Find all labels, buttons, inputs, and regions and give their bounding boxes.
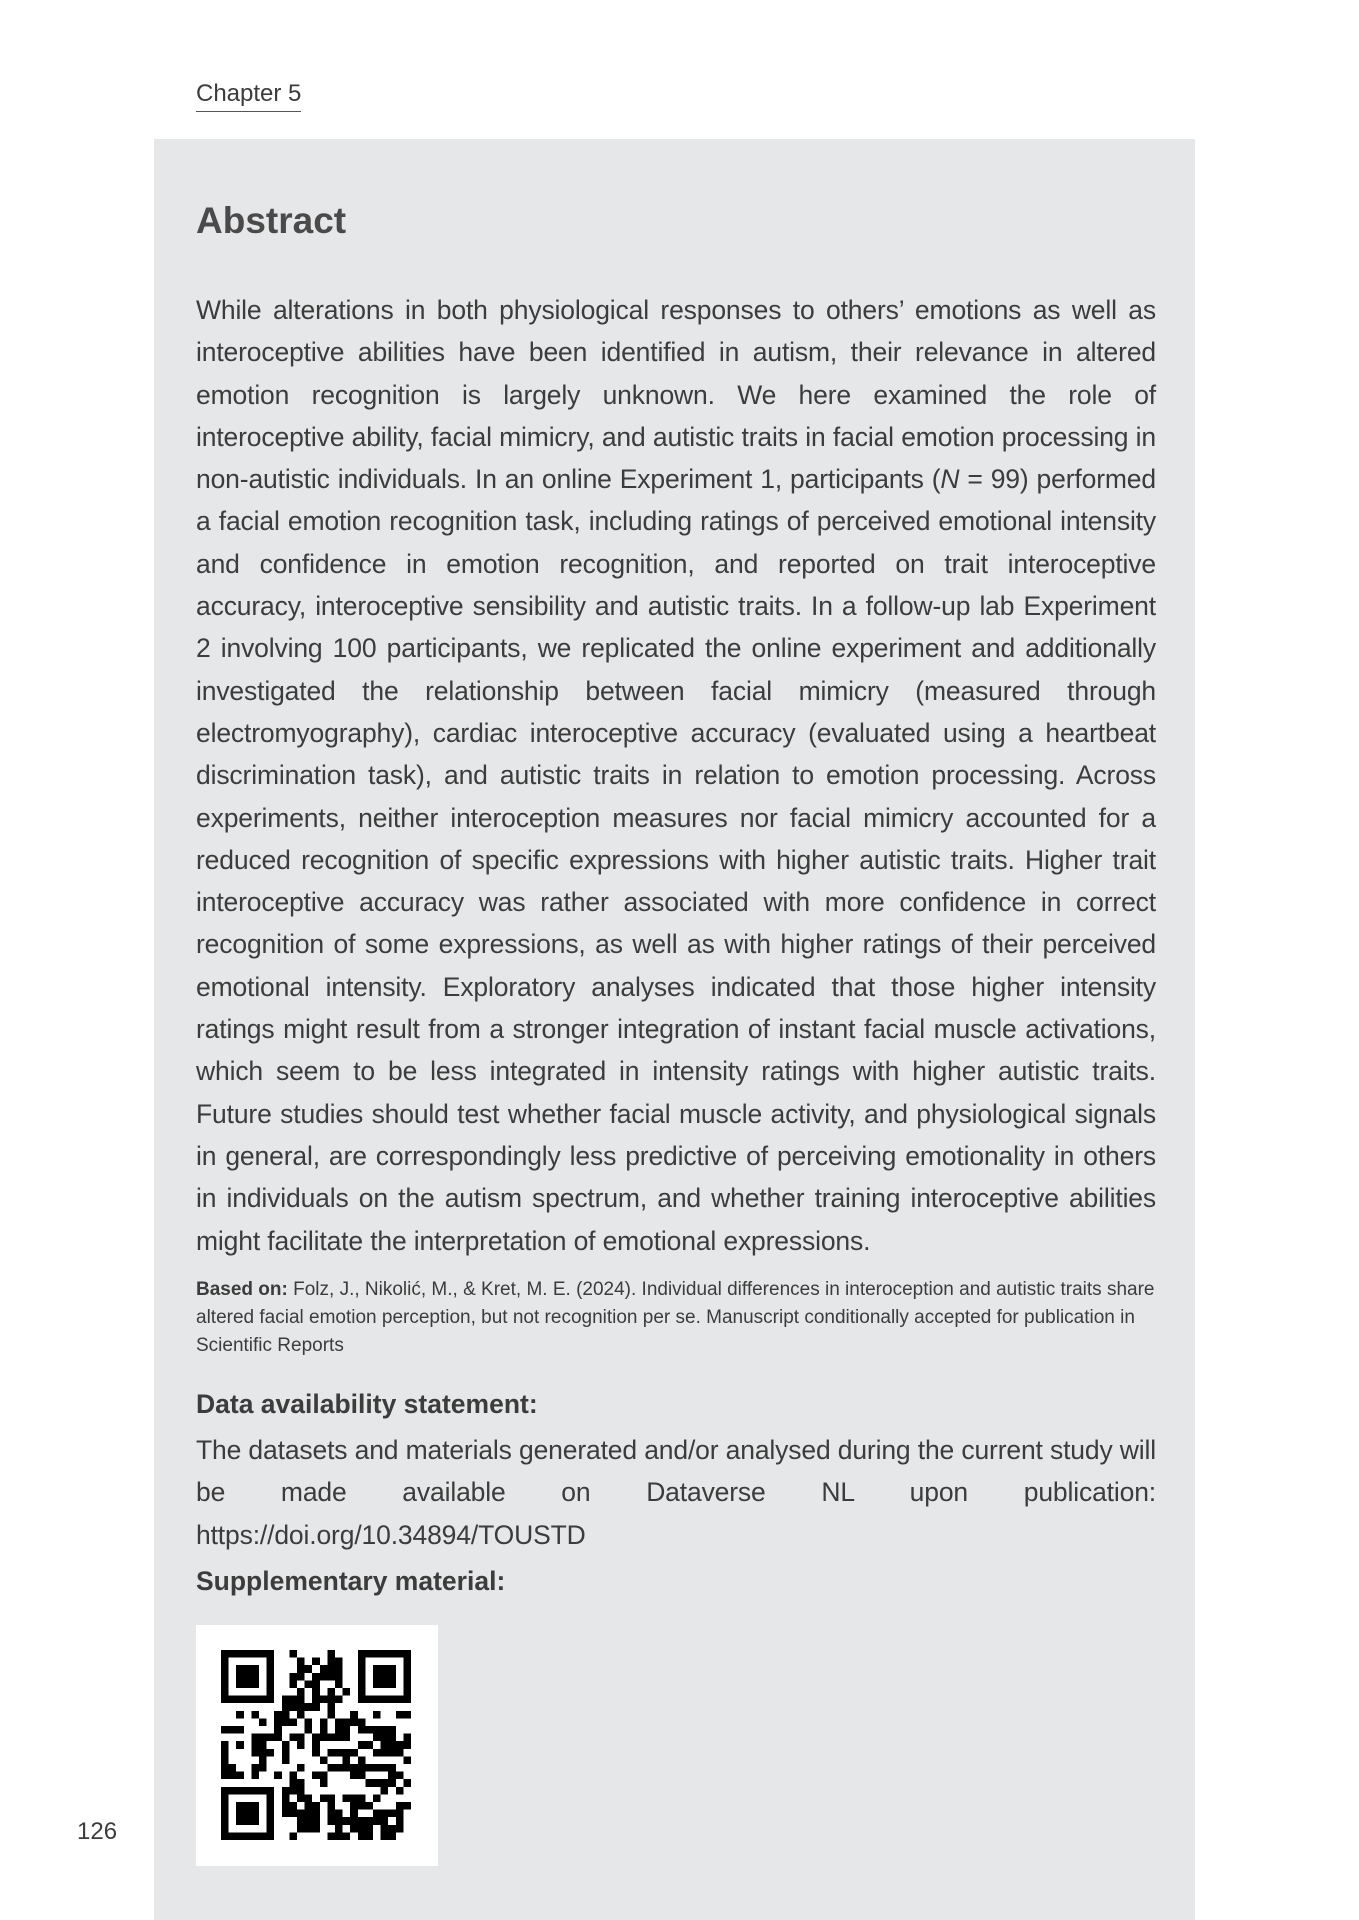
based-on-label: Based on: bbox=[196, 1279, 288, 1300]
chapter-header: Chapter 5 bbox=[196, 80, 301, 112]
abstract-sample-size-symbol: N bbox=[940, 464, 960, 495]
abstract-text-part-1: While alterations in both physiological responses to others’ emotions as well as interoceptive abilities have been identified in autism, their relevance in altered emotion recognition is largely unknown. We here examined the role of interoceptive ability, facial mimicry, and autistic traits in facial emotion processing in non-autistic individuals. In an online Experiment 1, participants ( bbox=[196, 295, 1156, 495]
abstract-text-part-2: = 99) performed a facial emotion recognition task, including ratings of perceived emotional intensity and confidence in emotion recognition, and reported on trait interoceptive accuracy, interoceptive sensibility and autistic traits. In a follow-up lab Experiment 2 involving 100 participants, we replicated the online experiment and additionally investigated the relationship between facial mimicry (measured through electromyography), cardiac interoceptive accuracy (evaluated using a heartbeat discrimination task), and autistic traits in relation to emotion processing. Across experiments, neither interoception measures nor facial mimicry accounted for a reduced recognition of specific expressions with higher autistic traits. Higher trait interoceptive accuracy was rather associated with more confidence in correct recognition of some expressions, as well as with higher ratings of their perceived emotional intensity. Exploratory analyses indicated that those higher intensity ratings might result from a stronger integration of instant facial muscle activations, which seem to be less integrated in intensity ratings with higher autistic traits. Future studies should test whether facial muscle activity, and physiological signals in general, are correspondingly less predictive of perceiving emotionality in others in individuals on the autism spectrum, and whether training interoceptive abilities might facilitate the interpretation of emotional expressions. bbox=[196, 464, 1156, 1256]
page-number: 126 bbox=[77, 1818, 118, 1845]
based-on-citation bbox=[196, 1276, 1156, 1360]
qr-code-icon bbox=[221, 1650, 411, 1840]
supplementary-material-title: Supplementary material: bbox=[196, 1566, 506, 1596]
abstract-panel bbox=[154, 139, 1195, 1920]
data-availability-text: The datasets and materials generated and/or analysed during the current study will be made available on Dataverse NL upon publication: https://doi.org/10.34894/TOUSTD bbox=[196, 1435, 1156, 1550]
abstract-title: Abstract bbox=[196, 200, 347, 241]
qr-code-container[interactable] bbox=[196, 1625, 438, 1866]
based-on-reference: Folz, J., Nikolić, M., & Kret, M. E. (2024). Individual differences in interoception and autistic traits share altered facial emotion perception, but not recognition per se. Manuscript conditionally accepted for publication in Scientific Reports bbox=[196, 1279, 1155, 1356]
data-availability-title: Data availability statement: bbox=[196, 1389, 538, 1419]
abstract-text bbox=[196, 289, 1156, 1262]
